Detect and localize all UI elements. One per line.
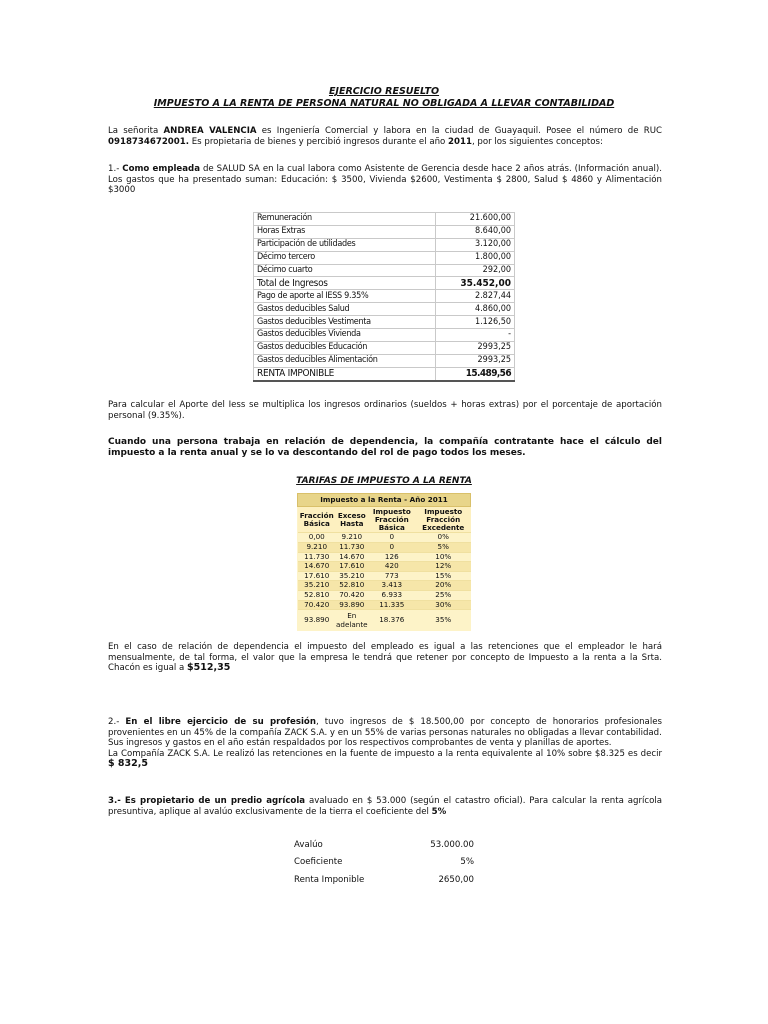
agricola-value: 53.000.00	[430, 839, 474, 850]
caso-text: En el caso de relación de dependencia el impuesto del empleado es igual a las retenciones que el empleador le hará mensualmente, de tal forma, el valor que la empresa le tendrá que retener por concepto de Impuesto a la renta a la Srta. Chacón es igual a	[108, 642, 662, 673]
income-table	[253, 212, 515, 382]
income-value: 1.126,50	[436, 316, 515, 329]
section1-paragraph	[108, 164, 662, 196]
tax-cell: 10%	[416, 552, 471, 562]
section2-text3: La Compañía ZACK S.A. Le realizó las retenciones en la fuente de impuesto a la renta equivalente al 10% sobre $8.325 es decir	[108, 748, 662, 759]
tax-cell: 0	[368, 533, 416, 543]
section2-amount: $ 832,5	[108, 758, 148, 769]
tax-cell: 11.335	[368, 600, 416, 610]
tax-header-exceso: Exceso Hasta	[336, 507, 368, 533]
caso-amount: $512,35	[187, 662, 231, 673]
income-label: Pago de aporte al IESS 9.35%	[254, 290, 436, 303]
tax-cell: 35%	[416, 610, 471, 632]
intro-text-b: es Ingeniería Comercial y labora en la ciudad de Guayaquil. Posee el número de RUC	[256, 126, 662, 136]
tax-cell: 9.210	[336, 533, 368, 543]
income-label: Gastos deducibles Salud	[254, 303, 436, 316]
tax-cell: 52.810	[336, 581, 368, 591]
section3-paragraph	[108, 796, 662, 817]
income-value: 2993,25	[436, 354, 515, 367]
income-value: 2993,25	[436, 341, 515, 354]
tax-cell: 420	[368, 562, 416, 572]
income-value: 15.489,56	[436, 367, 515, 380]
tax-table-caption: Impuesto a la Renta - Año 2011	[298, 494, 471, 507]
agricola-row	[294, 854, 474, 872]
agricola-row	[294, 871, 474, 889]
tax-rate-table	[297, 493, 471, 631]
tax-cell: 14.670	[298, 562, 337, 572]
tax-header-fraccion: Fracción Básica	[298, 507, 337, 533]
aporte-paragraph: Para calcular el Aporte del Iess se multiplica los ingresos ordinarios (sueldos + horas extras) por el porcentaje de aportación personal (9.35%).	[108, 400, 662, 421]
tax-cell: 9.210	[298, 542, 337, 552]
tax-cell: 12%	[416, 562, 471, 572]
tax-row	[298, 562, 471, 572]
income-value: 2.827,44	[436, 290, 515, 303]
tax-cell: 70.420	[336, 590, 368, 600]
tax-cell: 17.610	[298, 571, 337, 581]
tax-cell: 126	[368, 552, 416, 562]
section2-text2: Sus ingresos y gastos en el año están respaldados por los respectivos comprobantes de venta y planillas de aportes.	[108, 738, 612, 748]
section1-heading: Como empleada	[122, 164, 201, 174]
agricola-row	[294, 836, 474, 854]
tax-header-impuesto-excedente: Impuesto Fracción Excedente	[416, 507, 471, 533]
person-name: ANDREA VALENCIA	[163, 126, 257, 136]
income-row	[254, 225, 515, 238]
intro-text-c: Es propietaria de bienes y percibió ingresos durante el año	[189, 136, 449, 147]
tax-row	[298, 600, 471, 610]
tax-cell: 0,00	[298, 533, 337, 543]
tax-row	[298, 581, 471, 591]
relacion-paragraph: Cuando una persona trabaja en relación de dependencia, la compañía contratante hace el cálculo del impuesto a la renta anual y se lo va descontando del rol de pago todos los meses.	[108, 437, 662, 458]
tax-cell: 35.210	[336, 571, 368, 581]
income-label: RENTA IMPONIBLE	[254, 367, 436, 380]
income-label: Gastos deducibles Educación	[254, 341, 436, 354]
income-row	[254, 290, 515, 303]
income-value: 4.860,00	[436, 303, 515, 316]
tax-header-impuesto-basica: Impuesto Fracción Básica	[368, 507, 416, 533]
agricola-value: 5%	[460, 857, 474, 868]
tax-cell: 52.810	[298, 590, 337, 600]
income-row	[254, 251, 515, 264]
intro-text-d: , por los siguientes conceptos:	[471, 136, 603, 147]
income-label: Total de Ingresos	[254, 277, 436, 290]
section3-text: avaluado en $ 53.000 (según el catastro oficial). Para calcular la renta agrícola presuntiva, aplique al avalúo exclusivamente de la tierra el coeficiente del	[108, 796, 662, 817]
income-label: Gastos deducibles Alimentación	[254, 354, 436, 367]
tax-row	[298, 590, 471, 600]
income-row	[254, 367, 515, 380]
income-value: 35.452,00	[436, 277, 515, 290]
agricola-value: 2650,00	[438, 874, 474, 885]
agricola-label: Coeficiente	[294, 857, 343, 868]
income-row	[254, 316, 515, 329]
income-row	[254, 264, 515, 277]
tax-cell: 11.730	[336, 542, 368, 552]
doc-subtitle: IMPUESTO A LA RENTA DE PERSONA NATURAL NO OBLIGADA A LLEVAR CONTABILIDAD	[153, 98, 615, 109]
tax-cell: 11.730	[298, 552, 337, 562]
tax-cell: 30%	[416, 600, 471, 610]
section2-number: 2.-	[108, 717, 126, 727]
income-row	[254, 213, 515, 226]
income-value: -	[436, 329, 515, 342]
ruc-number: 0918734672001.	[108, 136, 189, 147]
section1-text: de SALUD SA en la cual labora como Asistente de Gerencia desde hace 2 años atrás. (Información anual). Los gastos que ha presentado suman: Educación: $ 3500, Vivienda $2600, Vestimenta $ 2800, Salud $ 4860 y Alimentación $3000	[108, 164, 662, 195]
income-row	[254, 277, 515, 290]
tax-cell: 773	[368, 571, 416, 581]
tax-cell: 15%	[416, 571, 471, 581]
income-value: 21.600,00	[436, 213, 515, 226]
section2-paragraph	[108, 717, 662, 770]
tax-cell: 20%	[416, 581, 471, 591]
intro-text-a: La señorita	[108, 126, 164, 136]
intro-paragraph	[108, 126, 662, 147]
tax-cell: 5%	[416, 542, 471, 552]
section2-text1: , tuvo ingresos de $ 18.500,00 por concepto de honorarios profesionales provenientes en un 45% de la compañía ZACK S.A. y en un 55% de varias personas naturales no obligadas a llevar contabilidad.	[108, 717, 662, 738]
agricola-label: Avalúo	[294, 839, 323, 850]
section2-heading: En el libre ejercicio de su profesión	[125, 717, 316, 727]
income-label: Gastos deducibles Vestimenta	[254, 316, 436, 329]
tax-cell: 70.420	[298, 600, 337, 610]
income-row	[254, 238, 515, 251]
income-value: 3.120,00	[436, 238, 515, 251]
tax-cell: 3.413	[368, 581, 416, 591]
tax-cell: 93.890	[336, 600, 368, 610]
tax-cell: 0	[368, 542, 416, 552]
income-label: Remuneración	[254, 213, 436, 226]
tax-cell: 93.890	[298, 610, 337, 632]
section1-number: 1.-	[108, 164, 123, 174]
tax-cell: 14.670	[336, 552, 368, 562]
intro-year: 2011	[448, 136, 472, 147]
income-label: Décimo cuarto	[254, 264, 436, 277]
tax-cell: En adelante	[336, 610, 368, 632]
tax-cell: 17.610	[336, 562, 368, 572]
section3-heading: 3.- Es propietario de un predio agrícola	[108, 796, 306, 806]
income-label: Gastos deducibles Vivienda	[254, 329, 436, 342]
income-label: Participación de utilidades	[254, 238, 436, 251]
doc-title: EJERCICIO RESUELTO	[328, 86, 440, 97]
section3-pct: 5%	[431, 806, 447, 817]
income-row	[254, 329, 515, 342]
tarifas-title: TARIFAS DE IMPUESTO A LA RENTA	[296, 476, 472, 486]
income-label: Décimo tercero	[254, 251, 436, 264]
income-row	[254, 303, 515, 316]
tax-cell: 35.210	[298, 581, 337, 591]
tax-row	[298, 610, 471, 632]
tax-cell: 6.933	[368, 590, 416, 600]
income-value: 1.800,00	[436, 251, 515, 264]
income-row	[254, 354, 515, 367]
income-value: 8.640,00	[436, 225, 515, 238]
agricola-label: Renta Imponible	[294, 874, 365, 885]
agricola-table	[294, 836, 474, 889]
tax-cell: 25%	[416, 590, 471, 600]
tax-cell: 0%	[416, 533, 471, 543]
income-row	[254, 341, 515, 354]
tax-cell: 18.376	[368, 610, 416, 632]
income-label: Horas Extras	[254, 225, 436, 238]
income-value: 292,00	[436, 264, 515, 277]
tax-row	[298, 542, 471, 552]
caso-paragraph	[108, 642, 662, 674]
